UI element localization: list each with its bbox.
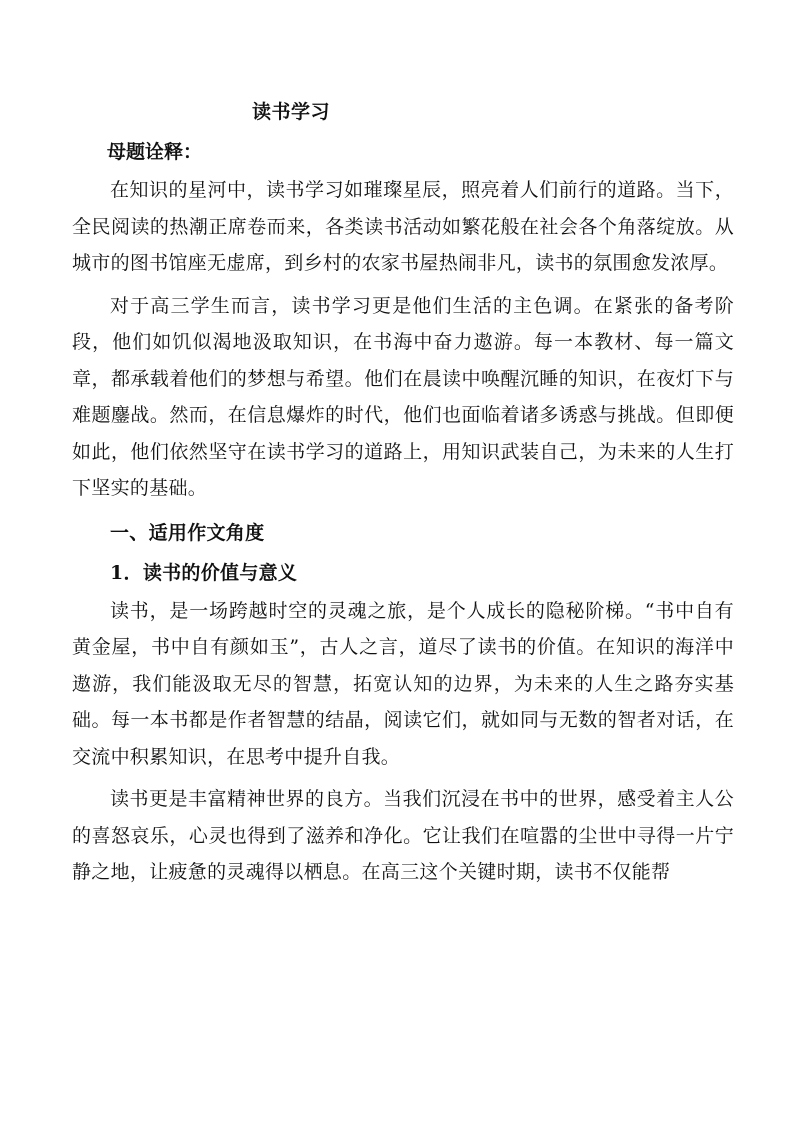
document-content [72,92,734,897]
intro-paragraph-2: 对于高三学生而言，读书学习更是他们生活的主色调。在紧张的备考阶段，他们如饥似渴地汲取知识，在书海中奋力遨游。每一本教材、每一篇文章，都承载着他们的梦想与希望。他们在晨读中唤醒沉睡的知识，在夜灯下与难题鏖战。然而，在信息爆炸的时代，他们也面临着诸多诱惑与挑战。但即便如此，他们依然坚守在读书学习的道路上，用知识武装自己，为未来的人生打下坚实的基础。 [72,294,734,499]
section-label-mother-theme: 母题诠释： [107,141,203,163]
document-title: 读书学习 [252,101,331,123]
intro-paragraph-1: 在知识的星河中，读书学习如璀璨星辰，照亮着人们前行的道路。当下，全民阅读的热潮正席卷而来，各类读书活动如繁花般在社会各个角落绽放。从城市的图书馆座无虚席，到乡村的农家书屋热闹非凡，读书的氛围愈发浓厚。 [72,179,734,274]
body-paragraph-1: 读书，是一场跨越时空的灵魂之旅，是个人成长的隐秘阶梯。“书中自有黄金屋，书中自有颜如玉”，古人之言，道尽了读书的价值。在知识的海洋中遨游，我们能汲取无尽的智慧，拓宽认知的边界，为未来的人生之路夯实基础。每一本书都是作者智慧的结晶，阅读它们，就如同与无数的智者对话，在交流中积累知识，在思考中提升自我。 [72,599,734,768]
body-paragraph-2: 读书更是丰富精神世界的良方。当我们沉浸在书中的世界，感受着主人公的喜怒哀乐，心灵也得到了滋养和净化。它让我们在喧嚣的尘世中寻得一片宁静之地，让疲惫的灵魂得以栖息。在高三这个关键时期，读书不仅能帮 [72,788,734,883]
subsection-heading-value-meaning: 1．读书的价值与意义 [110,561,298,584]
section-heading-applicable-angles: 一、适用作文角度 [110,521,265,544]
